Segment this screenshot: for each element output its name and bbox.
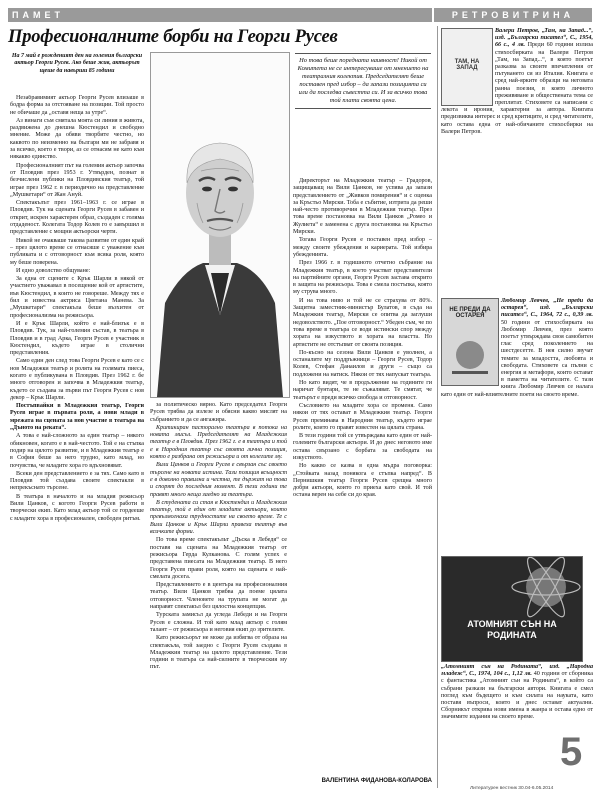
footer-line: Литературен вестник 30.04-6.05.2014	[470, 786, 554, 791]
cover-float-spacer	[441, 298, 501, 386]
book-cover-title: НЕ ПРЕДИ ДА ОСТАРЕЯ	[449, 307, 491, 319]
book-entry-1	[441, 28, 593, 296]
book-cover-atomic-dream	[441, 556, 583, 662]
paragraph: Всеки ден представлението е за тях. Само като в Пловдив той създава своите спектакли в непрекъснато търсене.	[10, 470, 144, 492]
paragraph: Като режисьорът не може да избягва от образа на спектакъла, той заедно с Георги Русев създава в Младежкия театър на цялото представление. Тези години в театъра са най-силните в творческия му път.	[150, 635, 287, 671]
article-column-3	[293, 178, 432, 774]
paragraph: Турската замисъл да угледа Лебеди и на Георги Русев е сложна. И той като млад актьор с голям талант – от режисьора и неговия екип до зрителите.	[150, 612, 287, 633]
paragraph: за политическо вярно. Като председател Георги Русев трябва да излезе и обясни какво мислят на събранието и да се ангажира.	[150, 402, 287, 423]
article-column-2	[150, 402, 287, 787]
paragraph: В тези години той се утвърждава като един от най-големите български актьори. И до днес неговото име остава свързано с борбата за свободата на изкуството.	[293, 433, 432, 461]
paragraph: Аз винаги съм смятала моята си линия в живота, раздвижена до днешна Кюстендил и свободно мнение. Може да обяви творбите честно, но каквото по неизменно на българи ми не забравя и за всичко, което е твори, аз се отнасям не като към някакво единство.	[10, 117, 144, 161]
paragraph: Съсловието на младите хора се променя. Само някои от тях остават в Младежкия театър. Георги Русев преминава в Народния театър, където играе ролите, които го правят известен на цялата страна.	[293, 402, 432, 431]
paragraph: Директорът на Младежкия театър – Градоров, защищаващ на Вили Цанков, не успява да запази представлението от „Живков помирения“ и с оценка за Кръстьо Мирски. Тоба е събитие, изтрита да реши най-често противоречия в Младежкия театър. През това време постановка на Вили Цанков „Ромео и Жулиета“ е заменена с друга постановка на Кръстьо Мирски.	[293, 178, 432, 236]
book-entry-body: 40 години от сборника с фантастика „Атомният сън на Родината“, в който са събрани разкази на български автори. Книгата е смел поглед към бъдещето и към силата на науката, като поставя въпроси, които и днес остават актуални. Сборникът открива нови имена в жанра и остава едно от значимите издания на своето време.	[441, 671, 593, 721]
paragraph: Спектакълът през 1961–1963 г. се играе в Пловдив. Тук на сцената Георги Русев в забавен и открит, искрен характерен образ, създаден с голяма отдаденост. Колегата Тодор Колев го е завършил в представление с мощни актьорски черти.	[10, 200, 144, 236]
paragraph: Но като видят, че в продължение на годините ги наричат бунтари, те не съжаляват. Те смятат, че театърът е преди всичко свобода и отговорност.	[293, 380, 432, 401]
author-signature: ВАЛЕНТИНА ФИДАНОВА-КОЛАРОВА	[321, 778, 432, 784]
paragraph: В студената си стая в Кюстендил и Младежкия театър, той е един от младите актьори, които превъзмогнаха трудностите на своето време. Те с Вили Цанков и Крък Шарли правеха театър във всичките форми.	[150, 499, 287, 536]
paragraph: И е Крък Шарли, който е най-близък е в Пловдив. Тук, за най-големия състав, в театъра в Пловдив и в град Арка, Георги Русев е участник в Кюстендил, където играе в столични представления.	[10, 320, 144, 357]
paragraph: За една от сцените с Крък Шарли в някой от участието уважавал в посещение кой от артистите, във Кюстендил, в които не говореше. Между тях е бил и известна актриса Цветана Манева. За „Мушкетари“ спектакъла беше възхитен от професионализма на режисьора.	[10, 276, 144, 319]
portrait-photo	[150, 52, 290, 398]
page-number: 5	[560, 730, 583, 774]
paragraph: Само един ден след това Георги Русев е като се с нов Младежки театър и ролята на голямата пиеса, когато е публикувана в Пловдив. През 1962 г. бе много отговорен и започва в Младежкия театър, където се създава за първи път Георги Русев с нов декор – Крък Шарли.	[10, 358, 144, 401]
paragraph: И на това ниво и той не се страхува от 80%. Защитна заместник-министър Булатов, в съда на Младежкия театър, Мирски се опитва да заглуши недоволството. „Пое отговорност.“ Убеден съм, че по това време в театъра се води истински спор между хората на изкуството и хората на властта. Но артистите не отстъпват от своята позиция.	[293, 297, 432, 348]
article-lead: На 7 май е рожденият ден на големия български актьор Георги Русев. Ако беше жив, актьорът щеше да навърши 85 години	[11, 53, 143, 74]
portrait-photo-drawing	[151, 53, 289, 397]
paragraph: Незабравимият актьор Георги Русев влизаше в бодра форма за отстояване на позиции. Той просто не обичаше да „оставя неща за утре“.	[10, 95, 144, 116]
article-headline: Професионалните борби на Георги Русев	[8, 27, 338, 47]
book-entry-title: Любомир Левчев, „Не преди да остарея“, изд. „Български писател“, С., 1964, 72 с., 0,39 лв.	[501, 298, 593, 319]
book-cover-title: АТОМНИЯТ СЪН НА РОДИНАТА	[467, 619, 557, 640]
paragraph: Представлението е в центъра на професионалния театър. Вили Цанков трябва да поеме цялата отговорност. Членовете на трупата не могат да направят спектакъл без цялостна концепция.	[150, 582, 287, 611]
pull-quote: Но това беше поредната наивност! Никой от Комитета не се интересуваше от мнението на театралния колектив. Председателят беше поставен пред избор – да запази позицията си или да последва съвестта си. И за всичко това той плати своята цена.	[295, 53, 431, 109]
paragraph: Постъпвайки в Младежкия театър, Георги Русев играе в първата роля, а нови млади в мрежата на сцената за нов участие в театъра на „Дъното на реката“.	[10, 403, 144, 432]
paragraph: Но какво се казва в една мъдра поговорка: „Стойката назад понякога е стъпка напред“. В Пернишкия театър Георги Русев срещна много добри актьори, които го приеха като свой. И той остана верен на себе си до края.	[293, 463, 432, 499]
paragraph: Професионалният път на големия актьор започва от Пловдив през 1953 г. Утвърден, познат в безчислени публики на Пловдивския театър, той играе през 1962 г. в периодично на представление „Мушкетари“ от Жан Ануй.	[10, 162, 144, 198]
article-column-1	[10, 95, 144, 788]
paragraph: Тогава Георги Русев е поставен пред избор – между своите убеждения и кариерата. Той избира убежденията.	[293, 237, 432, 258]
paragraph: В театъра в началото и на младия режисьор Вили Цанков, с когото Георги Русев работи в творчески екип. Като млад актьор той се гордееше с младите хора в професионален, свободен ритъм.	[10, 493, 144, 522]
section-header: ПАМЕТ	[8, 8, 432, 22]
paragraph: Никой не очакваше такова развитие от един край – през цялото време се отнасяше с уважение към публиката и с отговорност към всяка роля, която му беше поверена.	[10, 237, 144, 266]
book-cover-art	[442, 557, 582, 661]
book-entry-body: 50 години от стихосбирката на Любомир Левчев, през която поетът утвърждава своя самобитен глас сред поколението на шестдесетте. В нея силно звучат темите за младостта, любовта и свободата. Стиховете са пълни с енергия и метафори, които остават в паметта на читателите. С тази книга Любомир Левчев се налага като един от най-влиятелните поети на своето време.	[441, 319, 593, 398]
paragraph: А това е най-сложното за един театър – някого обикновен, когато е в най-честото. Той е на стъпка подир на цялото развитие, и в Младежкия театър е в София беше за него трудно, като млад, но почувства, че младите хора го вдъхновяват.	[10, 433, 144, 469]
paragraph: По това време спектакъльт „Дъска в Лебедя“ се поставя на сцената на Младежкия театър от режисьора Герда Кулканова. С голям успех е представена пиесата на Младежкия театър. В него Георги Русев прави роля, която на сцената е най-смелата досега.	[150, 537, 287, 580]
paragraph: Критикиран пасторално театъра в потока на новата мисъл. Председателят на Младежкия театър е в Пловдив. През 1962 г. е в театъра и той е в Народния театър със своята лична позиция, която е разбрана от режисьора и от колегите му.	[150, 424, 287, 461]
book-cover-title: ТАМ, НА ЗАПАД	[454, 59, 480, 71]
paragraph: И едно доволство общуване:	[16, 267, 91, 274]
book-entry-title: Валери Петров, „Там, на Запад...“, изд. „Български писател“, С., 1954, 66 с., 4 лв.	[495, 28, 593, 49]
book-entry-body: Преди 60 години излиза стихосбирката на Валери Петров „Там, на Запад...“, в която поетът разказва за своите впечатления от пътуването си из Италия. Книгата е сред най-ярките образци на неговата ранна поезия, в която личното преживяване и обществената тема се преплитат. Стиховете са написани с лекота и ирония, характерни за автора. Книгата предизвиква интерес и сред критиците, и сред читателите, като остава една от най-обичаните стихосбирки на Валери Петров.	[441, 42, 593, 135]
paragraph: През 1966 г. в годишното отчетно събрание на Младежкия театър, в което участват представители на партийните органи, Георги Русев застава открито в защита на режисьора. Това е смела постъпка, която му струва много.	[293, 260, 432, 296]
book-entry-title: „Атомният сън на Родината“, изд. „Народна младеж“, С., 1974, 104 с., 1,12 лв.	[441, 664, 593, 678]
cover-float-spacer	[441, 28, 495, 106]
book-entry-2	[441, 298, 593, 556]
paragraph: По-късно на сезона Вили Цанков е уволнен, а останалите му поддръжници – Георги Русев, Тодор Колев, Стефан Данаилов и други – също са подложени на натиск. Някои от тях напускат театъра.	[293, 349, 432, 378]
sidebar-section-header: РЕТРОВИТРИНА	[434, 8, 592, 22]
column-divider	[437, 26, 438, 788]
paragraph: Вили Цанков и Георги Русев е свързан със своето търсене на новата истина. Тази позиция всъщност е в доволно правилна и честна, те държат на това и спорят до последния момент. В тези години те правят много неща заедно за театъра.	[150, 462, 287, 498]
